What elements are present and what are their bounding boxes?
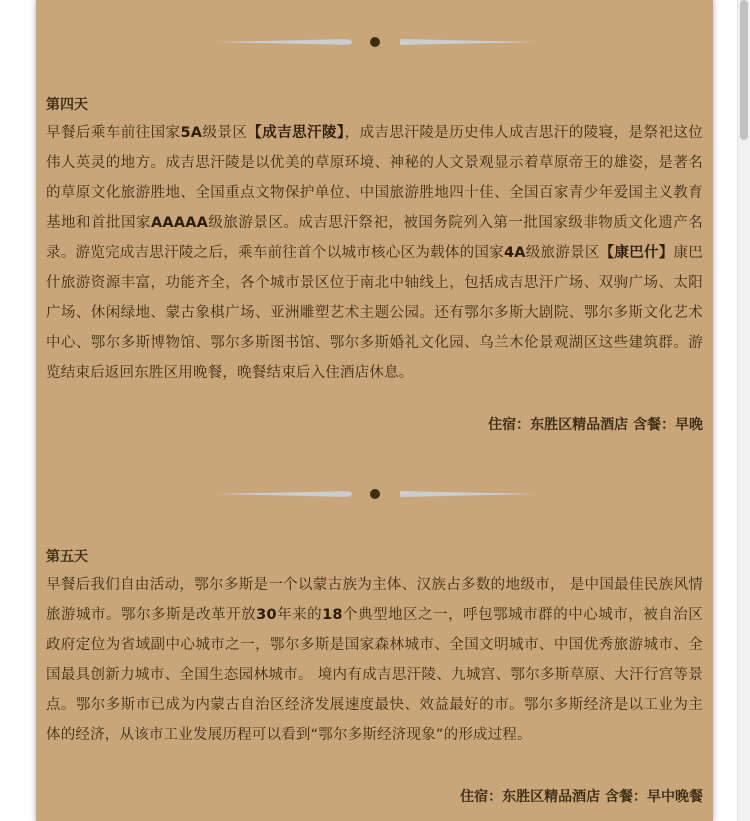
ornamental-divider-icon [216,35,536,49]
ornamental-divider-icon [216,487,536,501]
highlight-genghis-mausoleum: 【成吉思汗陵】 [247,125,345,141]
day-five-title: 第五天 [46,549,88,565]
day-four-description: 早餐后乘车前往国家5A级景区【成吉思汗陵】，成吉思汗陵是历史伟人成吉思汗的陵寝，是祭祀这位伟人英灵的地方。成吉思汗陵是以优美的草原环境、神秘的人文景观显示着草原帝王的雄姿，是著名的草原文化旅游胜地、全国重点文物保护单位、中国旅游胜地四十佳、全国百家青少年爱国主义教育基地和首批国家AAAAA级旅游景区。成吉思汗祭祀，被国务院列入第一批国家级非物质文化遗产名录。游览完成吉思汗陵之后，乘车前往首个以城市核心区为载体的国家4A级旅游景区【康巴什】康巴什旅游资源丰富，功能齐全，各个城市景区位于南北中轴线上，包括成吉思汗广场、双驹广场、太阳广场、休闲绿地、蒙古象棋广场、亚洲雕塑艺术主题公园。还有鄂尔多斯大剧院、鄂尔多斯文化艺术中心、鄂尔多斯博物馆、鄂尔多斯图书馆、鄂尔多斯婚礼文化园、乌兰木伦景观湖区这些建筑群。游览结束后返回东胜区用晚餐，晚餐结束后入住酒店休息。 [46,125,704,381]
day-four-title: 第四天 [46,97,88,113]
day-four-section [46,94,703,434]
scrollbar-thumb[interactable] [740,0,748,140]
itinerary-page [36,0,713,821]
vertical-scrollbar[interactable] [737,0,750,821]
day-five-description: 早餐后我们自由活动，鄂尔多斯是一个以蒙古族为主体、汉族占多数的地级市， 是中国最佳民族风情旅游城市。鄂尔多斯是改革开放30年来的18个典型地区之一，呼包鄂城市群的中心城市，被自治区政府定位为省域副中心城市之一，鄂尔多斯是国家森林城市、全国文明城市、中国优秀旅游城市、全国最具创新力城市、全国生态园林城市。 境内有成吉思汗陵、九城宫、鄂尔多斯草原、大汗行宫等景点。鄂尔多斯市已成为内蒙古自治区经济发展速度最快、效益最好的市。鄂尔多斯经济是以工业为主体的经济，从该市工业发展历程可以看到“鄂尔多斯经济现象”的形成过程。 [46,577,703,743]
day-four-accommodation: 住宿：东胜区精品酒店 含餐：早晚 [488,417,703,433]
day-five-accommodation: 住宿：东胜区精品酒店 含餐：早中晚餐 [460,789,703,805]
highlight-kangbashi: 【康巴什】 [599,245,674,261]
day-five-section [46,546,703,806]
